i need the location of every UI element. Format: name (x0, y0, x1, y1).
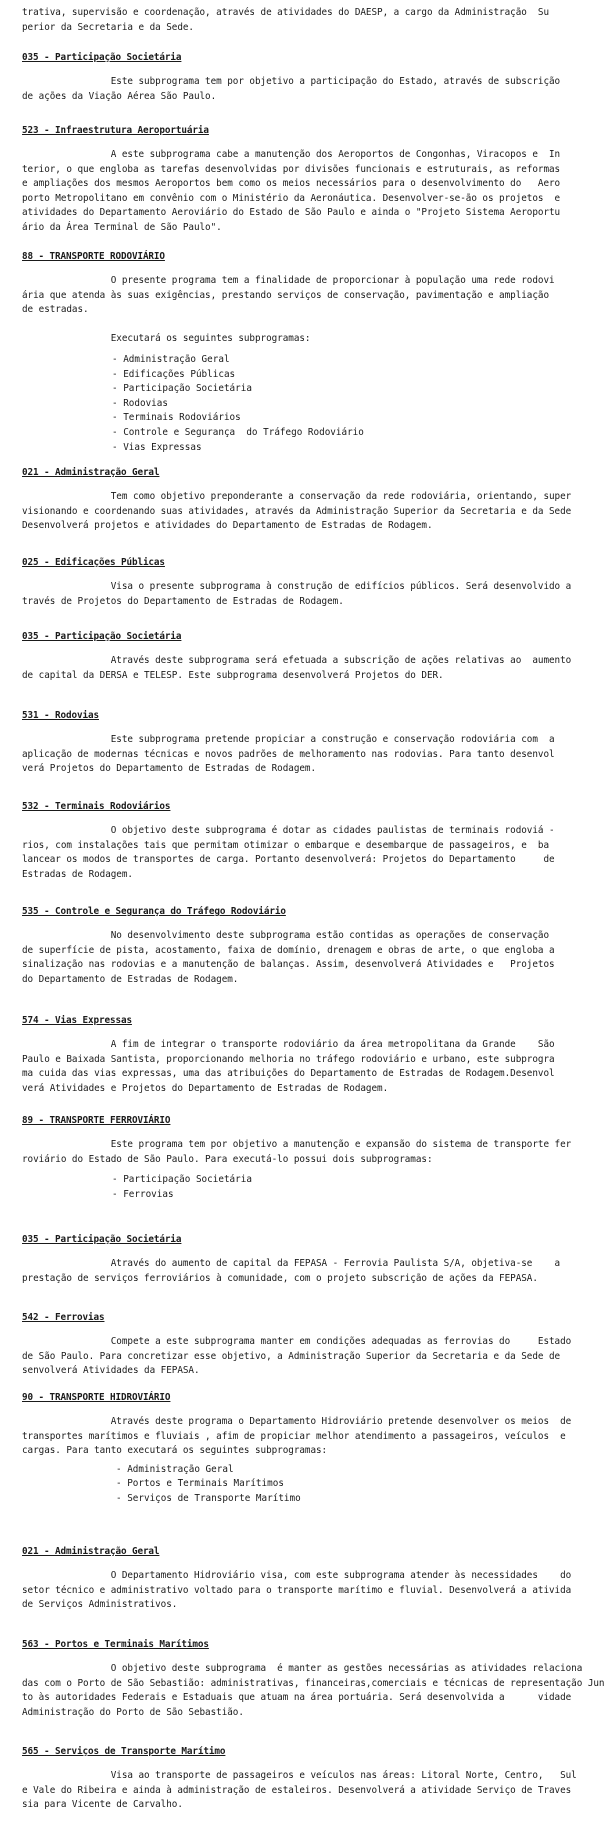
section-heading: 035 - Participação Societária (22, 631, 182, 642)
text-line: Compete a este subprograma manter em condições adequadas as ferrovias do Estado (22, 1336, 572, 1347)
text-line: de São Paulo. Para concretizar esse objetivo, a Administração Superior da Secretaria e da Sede de (22, 1350, 561, 1362)
text-line: Tem como objetivo preponderante a conservação da rede rodoviária, orientando, super (22, 491, 572, 502)
text-line: sinalização nas rodovias e a manutenção de balanças. Assim, desenvolverá Atividades e Projetos (22, 959, 555, 971)
text-line: Através deste subprograma será efetuada a subscrição de ações relativas ao aumento (22, 655, 572, 666)
section-535 (22, 905, 592, 987)
text-line: Através deste programa o Departamento Hidroviário pretende desenvolver os meios de (22, 1416, 572, 1427)
program-heading: 88 - TRANSPORTE RODOVIÁRIO (22, 251, 165, 262)
section-021-der (22, 466, 592, 534)
text-line: porto Metropolitano em convênio com o Ministério da Aeronáutica. Desenvolver-se-ão os projetos e (22, 192, 561, 204)
list-item: - Administração Geral (116, 1463, 234, 1475)
text-line: rios, com instalações tais que permitam otimizar o embarque e desembarque de passageiros, e ba (22, 839, 549, 851)
text-line: ária que atenda às suas exigências, prestando serviços de conservação, pavimentação e ampliação (22, 289, 549, 301)
text-line: do Departamento de Estradas de Rodagem. (22, 973, 239, 985)
program-heading: 90 - TRANSPORTE HIDROVIÁRIO (22, 1392, 171, 1403)
list-item: - Administração Geral (112, 353, 230, 365)
text-line: de Serviços Administrativos. (22, 1599, 178, 1611)
section-532 (22, 800, 592, 882)
section-heading: 035 - Participação Societária (22, 1234, 182, 1245)
text-line: prestação de serviços ferroviários à comunidade, com o projeto subscrição de ações da FEPASA. (22, 1272, 538, 1284)
section-523 (22, 124, 592, 236)
section-531 (22, 709, 592, 777)
list-item: - Controle e Segurança do Tráfego Rodoviário (112, 426, 364, 438)
section-heading: 523 - Infraestrutura Aeroportuária (22, 125, 209, 136)
list-item: - Edificações Públicas (112, 368, 236, 380)
section-heading: 535 - Controle e Segurança do Tráfego Rodoviário (22, 906, 286, 917)
text-line: A fim de integrar o transporte rodoviário da área metropolitana da Grande São (22, 1039, 555, 1050)
text-line: Através do aumento de capital da FEPASA - Ferrovia Paulista S/A, objetiva-se a (22, 1258, 561, 1269)
section-heading: 563 - Portos e Terminais Marítimos (22, 1639, 209, 1650)
section-542 (22, 1311, 592, 1379)
program-heading: 89 - TRANSPORTE FERROVIÁRIO (22, 1115, 171, 1126)
text-line: de estradas. (22, 304, 89, 316)
text-line: No desenvolvimento deste subprograma estão contidas as operações de conservação (22, 930, 549, 941)
text-line: O presente programa tem a finalidade de proporcionar à população uma rede rodovi (22, 275, 555, 286)
text-line: roviário do Estado de São Paulo. Para executá-lo possui dois subprogramas: (22, 1153, 433, 1165)
text-line: Executará os seguintes subprogramas: (22, 333, 311, 345)
text-line: verá Atividades e Projetos do Departamento de Estradas de Rodagem. (22, 1082, 389, 1094)
text-line: Visa ao transporte de passageiros e veículos nas áreas: Litoral Norte, Centro, Sul (22, 1770, 577, 1781)
text-line: Desenvolverá projetos e atividades do Departamento de Estradas de Rodagem. (22, 520, 433, 532)
program-90 (22, 1391, 592, 1507)
text-line: e ampliações dos mesmos Aeroportos bem como os meios necessários para o desenvolvimento do Aero (22, 178, 561, 190)
section-035-fepasa (22, 1233, 592, 1286)
section-563 (22, 1638, 605, 1720)
text-line: to às autoridades Federais e Estaduais que atuam na área portuária. Será desenvolvida a vidade (22, 1692, 572, 1704)
list-item: - Rodovias (112, 397, 168, 409)
text-line: O objetivo deste subprograma é manter as gestões necessárias as atividades relaciona (22, 1663, 583, 1674)
text-line: Visa o presente subprograma à construção de edifícios públicos. Será desenvolvido a (22, 581, 572, 592)
section-035-der (22, 630, 592, 683)
list-item: - Participação Societária (112, 383, 252, 395)
list-item: - Ferrovias (112, 1188, 174, 1200)
text-line: O Departamento Hidroviário visa, com este subprograma atender às necessidades do (22, 1570, 572, 1581)
text-line: ma cuida das vias expressas, uma das atribuições do Departamento de Estradas de Rodagem.Desenvol (22, 1068, 555, 1080)
list-item: - Participação Societária (112, 1174, 252, 1186)
text-line: senvolverá Atividades da FEPASA. (22, 1365, 200, 1377)
text-line: verá Projetos do Departamento de Estradas de Rodagem. (22, 763, 317, 775)
program-89 (22, 1114, 592, 1202)
text-line: atividades do Departamento Aeroviário do Estado de São Paulo e ainda o "Projeto Sistema Aeroportu (22, 207, 561, 219)
text-line: A este subprograma cabe a manutenção dos Aeroportos de Congonhas, Viracopos e In (22, 149, 561, 160)
text-line: Paulo e Baixada Santista, proporcionando melhoria no tráfego rodoviário e urbano, este subprogra (22, 1053, 555, 1065)
text-line: Este programa tem por objetivo a manutenção e expansão do sistema de transporte fer (22, 1139, 572, 1150)
text-line: de superfície de pista, acostamento, faixa de domínio, drenagem e obras de arte, o que engloba a (22, 944, 555, 956)
section-heading: 035 - Participação Societária (22, 52, 182, 63)
text-line: perior da Secretaria e da Sede. (22, 21, 194, 33)
text-line (22, 318, 592, 333)
section-574 (22, 1014, 592, 1096)
section-565 (22, 1745, 592, 1813)
text-line: trativa, supervisão e coordenação, através de atividades do DAESP, a cargo da Administração Su (22, 7, 549, 18)
section-heading: 542 - Ferrovias (22, 1312, 105, 1323)
section-heading: 574 - Vias Expressas (22, 1015, 132, 1026)
text-line: lancear os modos de transportes de carga. Portanto desenvolverá: Projetos do Departamento de (22, 854, 555, 866)
program-88 (22, 250, 592, 455)
text-line: través de Projetos do Departamento de Estradas de Rodagem. (22, 595, 344, 607)
text-line: e Vale do Ribeira e ainda à administração de estaleiros. Desenvolverá a atividade Serviço de Traves (22, 1784, 572, 1796)
text-line: Administração do Porto de São Sebastião. (22, 1706, 244, 1718)
text-line: transportes marítimos e fluviais , afim de propiciar melhor atendimento a passageiros, veículos e (22, 1430, 566, 1442)
section-heading: 532 - Terminais Rodoviários (22, 801, 171, 812)
list-item: - Portos e Terminais Marítimos (116, 1478, 284, 1490)
list-item: - Vias Expressas (112, 441, 202, 453)
text-line: terior, o que engloba as tarefas desenvolvidas por divisões funcionais e estruturais, as reformas (22, 163, 561, 175)
section-heading: 025 - Edificações Públicas (22, 557, 165, 568)
list-item: - Terminais Rodoviários (112, 412, 241, 424)
text-line: cargas. Para tanto executará os seguintes subprogramas: (22, 1445, 328, 1457)
text-line: ário da Área Terminal de São Paulo". (22, 221, 222, 233)
section-heading: 021 - Administração Geral (22, 467, 160, 478)
text-line: aplicação de modernas técnicas e novos padrões de melhoramento nas rodovias. Para tanto desenvol (22, 748, 555, 760)
section-035-aero (22, 51, 592, 104)
text-line: Este subprograma pretende propiciar a construção e conservação rodoviária com a (22, 734, 555, 745)
list-item: - Serviços de Transporte Marítimo (116, 1492, 301, 1504)
text-line: sia para Vicente de Carvalho. (22, 1799, 183, 1811)
text-line: setor técnico e administrativo voltado para o transporte marítimo e fluvial. Desenvolverá a ativida (22, 1584, 572, 1596)
text-line: O objetivo deste subprograma é dotar as cidades paulistas de terminais rodoviá - (22, 825, 555, 836)
text-line: das com o Porto de São Sebastião: administrativas, financeiras,comerciais e técnicas de representação Jun (22, 1677, 605, 1689)
text-line: visionando e coordenando suas atividades, através da Administração Superior da Secretaria e da Sede (22, 505, 572, 517)
section-025 (22, 556, 592, 609)
text-line: de ações da Viação Aérea São Paulo. (22, 90, 217, 102)
text-line: Este subprograma tem por objetivo a participação do Estado, através de subscrição (22, 76, 561, 87)
section-heading: 531 - Rodovias (22, 710, 99, 721)
intro-paragraph (22, 6, 592, 35)
text-line: Estradas de Rodagem. (22, 868, 133, 880)
section-heading: 565 - Serviços de Transporte Marítimo (22, 1746, 226, 1757)
section-021-hidro (22, 1545, 592, 1613)
text-line: de capital da DERSA e TELESP. Este subprograma desenvolverá Projetos do DER. (22, 669, 444, 681)
section-heading: 021 - Administração Geral (22, 1546, 160, 1557)
